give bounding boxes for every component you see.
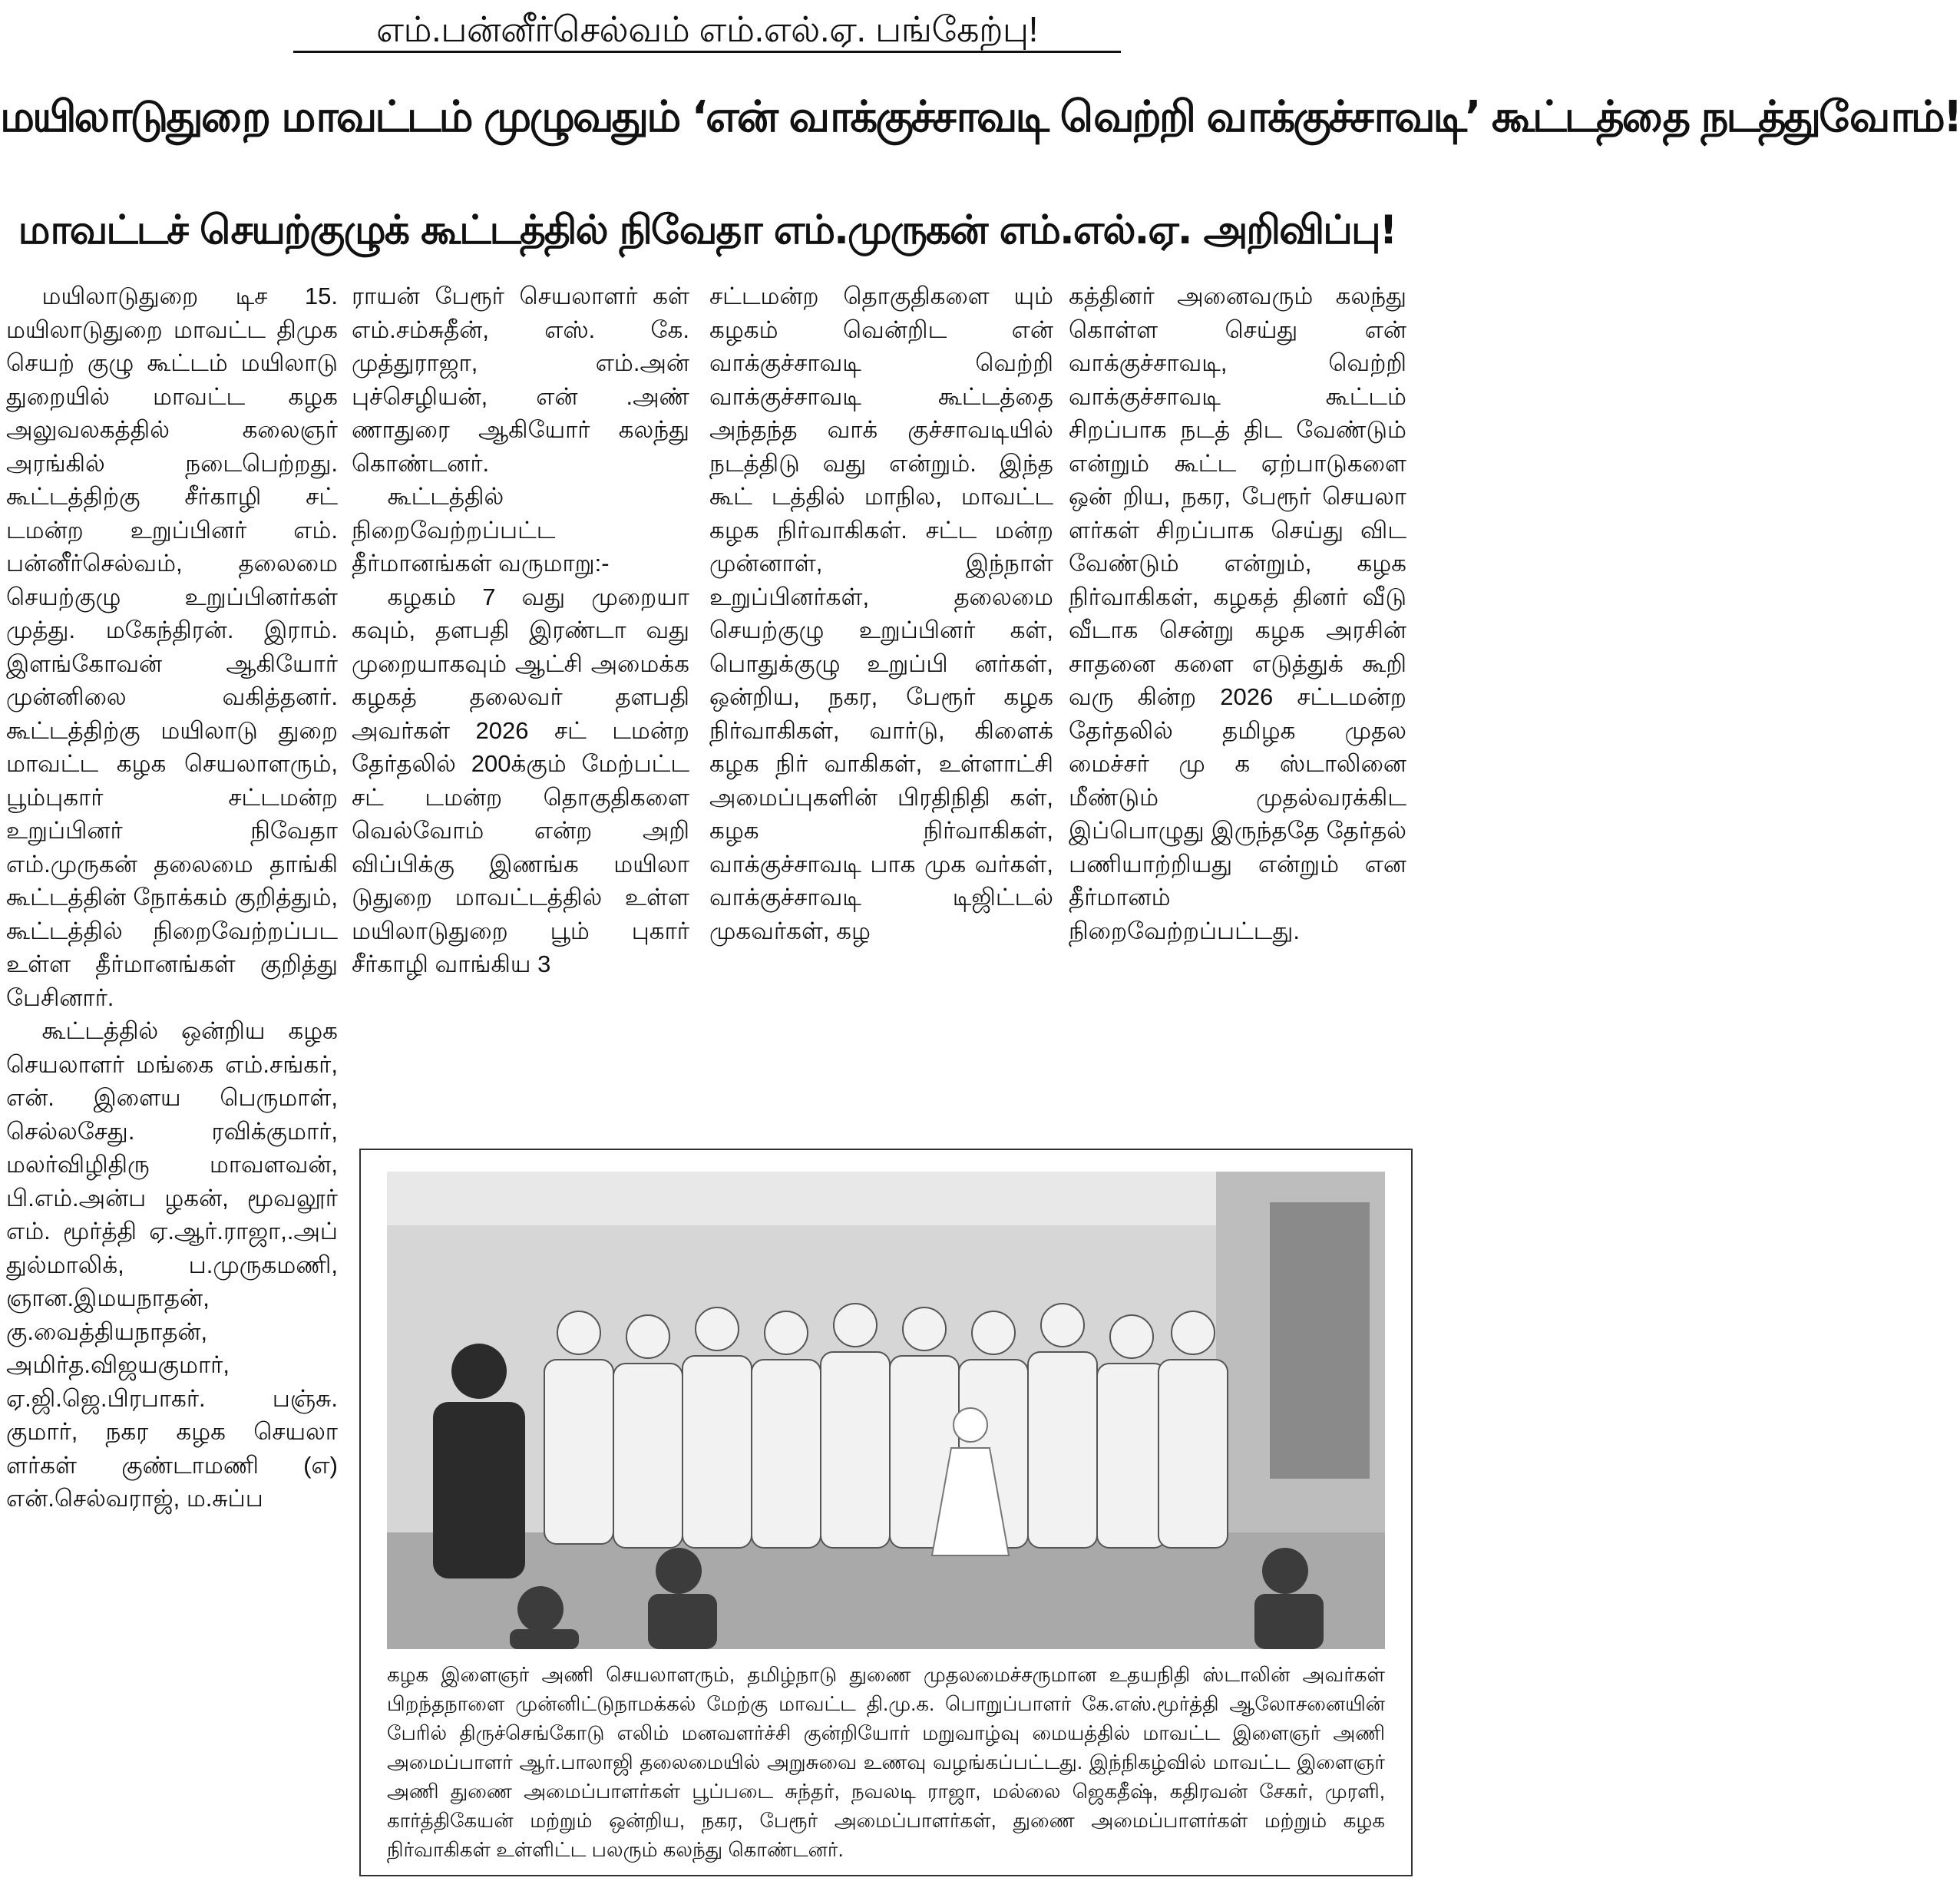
article-column-3	[709, 279, 1053, 1124]
paragraph: கழகம் 7 வது முறையா கவும், தளபதி இரண்டா வது முறையாகவும் ஆட்சி அமைக்க கழகத் தலைவர் தளபதி அவர்கள் 2026 சட் டமன்ற தேர்தலில் 200க்கும் மேற்பட்ட சட் டமன்ற தொகுதிகளை வெல்வோம் என்ற அறி விப்பிக்கு இணங்க மயிலா டுதுறை மாவட்டத்தில் உள்ள மயிலாடுதுறை பூம் புகார் சீர்காழி வாங்கிய 3	[352, 583, 689, 977]
photo-box	[359, 1149, 1413, 1876]
paragraph: சட்டமன்ற தொகுதிகளை யும் கழகம் வென்றிட என் வாக்குச்சாவடி வெற்றி வாக்குச்சாவடி கூட்டத்தை அந்தந்த வாக் குச்சாவடியில் நடத்திடு வது என்றும். இந்த கூட் டத்தில் மாநில, மாவட்ட கழக நிர்வாகிகள். சட்ட மன்ற முன்னாள், இந்நாள் உறுப்பினர்கள், தலைமை செயற்குழு உறுப்பினர் கள், பொதுக்குழு உறுப்பி னர்கள், ஒன்றிய, நகர, பேரூர் கழக நிர்வாகிகள், வார்டு, கிளைக் கழக நிர் வாகிகள், உள்ளாட்சி அமைப்புகளின் பிரதிநிதி கள், கழக நிர்வாகிகள், வாக்குச்சாவடி பாக முக வர்கள், வாக்குச்சாவடி டிஜிட்டல் முகவர்கள், கழ	[709, 283, 1053, 944]
paragraph: மயிலாடுதுறை டிச 15. மயிலாடுதுறை மாவட்ட திமுக செயற் குழு கூட்டம் மயிலாடு துறையில் மாவட்ட கழக அலுவலகத்தில் கலைஞர் அரங்கில் நடைபெற்றது. கூட்டத்திற்கு சீர்காழி சட் டமன்ற உறுப்பினர் எம். பன்னீர்செல்வம், தலைமை செயற்குழு உறுப்பினர்கள் முத்து. மகேந்திரன். இராம். இளங்கோவன் ஆகியோர் முன்னிலை வகித்தனர். கூட்டத்திற்கு மயிலாடு துறை மாவட்ட கழக செயலாளரும், பூம்புகார் சட்டமன்ற உறுப்பினர் நிவேதா எம்.முருகன் தலைமை தாங்கி கூட்டத்தின் நோக்கம் குறித்தும், கூட்டத்தில் நிறைவேற்றப்பட உள்ள தீர்மானங்கள் குறித்து பேசினார்.	[6, 283, 338, 1011]
kicker-line: எம்.பன்னீர்செல்வம் எம்.எல்.ஏ. பங்கேற்பு!	[293, 8, 1121, 53]
group-photo	[387, 1172, 1385, 1649]
paragraph: கத்தினர் அனைவரும் கலந்து கொள்ள செய்து என் வாக்குச்சாவடி, வெற்றி வாக்குச்சாவடி கூட்டம் சிறப்பாக நடத் திட வேண்டும் என்றும் கூட்ட ஏற்பாடுகளை ஒன் றிய, நகர, பேரூர் செயலா ளர்கள் சிறப்பாக செய்து விட வேண்டும் என்றும், கழக நிர்வாகிகள், கழகத் தினர் வீடு வீடாக சென்று கழக அரசின் சாதனை களை எடுத்துக் கூறி வரு கின்ற 2026 சட்டமன்ற தேர்தலில் தமிழக முதல மைச்சர் மு க ஸ்டாலினை மீண்டும் முதல்வரக்கிட இப்பொழுது இருந்ததே தேர்தல் பணியாற்றியது என்றும் என தீர்மானம் நிறைவேற்றப்பட்டது.	[1069, 283, 1406, 944]
paragraph: ராயன் பேரூர் செயலாளர் கள் எம்.சம்சுதீன், எஸ். கே. முத்துராஜா, எம்.அன் புச்செழியன், என் .அண் ணாதுரை ஆகியோர் கலந்து கொண்டனர்.	[352, 283, 689, 477]
photo-caption: கழக இளைஞர் அணி செயலாளரும், தமிழ்நாடு துணை முதலமைச்சருமான உதயநிதி ஸ்டாலின் அவர்கள் பிறந்தநாளை முன்னிட்டுநாமக்கல் மேற்கு மாவட்ட தி.மு.க. பொறுப்பாளர் கே.எஸ்.மூர்த்தி ஆலோசனையின் பேரில் திருச்செங்கோடு எலிம் மனவளர்ச்சி குன்றியோர் மறுவாழ்வு மையத்தில் மாவட்ட இளைஞர் அணி அமைப்பாளர் ஆர்.பாலாஜி தலைமையில் அறுசுவை உணவு வழங்கப்பட்டது. இந்நிகழ்வில் மாவட்ட இளைஞர் அணி துணை அமைப்பாளர்கள் பூப்படை சுந்தர், நவலடி ராஜா, மல்லை ஜெகதீஷ், கதிரவன் சேகர், முரளி, கார்த்திகேயன் மற்றும் ஒன்றிய, நகர, பேரூர் அமைப்பாளர்கள், துணை அமைப்பாளர்கள் மற்றும் கழக நிர்வாகிகள் உள்ளிட்ட பலரும் கலந்து கொண்டனர்.	[387, 1663, 1385, 1861]
group-photo-illustration	[387, 1172, 1385, 1649]
article-column-1	[6, 279, 338, 1876]
paragraph: கூட்டத்தில் ஒன்றிய கழக செயலாளர் மங்கை எம்.சங்கர், என். இளைய பெருமாள், செல்லசேது. ரவிக்குமார், மலர்விழிதிரு மாவளவன், பி.எம்.அன்ப ழகன், மூவலூர் எம். மூர்த்தி ஏ.ஆர்.ராஜா,.அப் துல்மாலிக், ப.முருகமணி, ஞான.இமயநாதன், கு.வைத்தியநாதன், அமிர்த.விஜயகுமார், ஏ.ஜி.ஜெ.பிரபாகர். பஞ்சு. குமார், நகர கழக செயலா ளர்கள் குண்டாமணி (எ) என்.செல்வராஜ், ம.சுப்ப	[6, 1017, 338, 1512]
paragraph: கூட்டத்தில் நிறைவேற்றப்பட்ட தீர்மானங்கள் வருமாறு:-	[352, 483, 610, 577]
article-column-4	[1069, 279, 1406, 1124]
headline: மயிலாடுதுறை மாவட்டம் முழுவதும் ‘என் வாக்குச்சாவடி வெற்றி வாக்குச்சாவடி’ கூட்டத்தை நடத்துவோம்!	[0, 92, 1960, 142]
subheadline: மாவட்டச் செயற்குழுக் கூட்டத்தில் நிவேதா எம்.முருகன் எம்.எல்.ஏ. அறிவிப்பு!	[18, 207, 1396, 253]
article-column-2	[352, 279, 689, 1124]
